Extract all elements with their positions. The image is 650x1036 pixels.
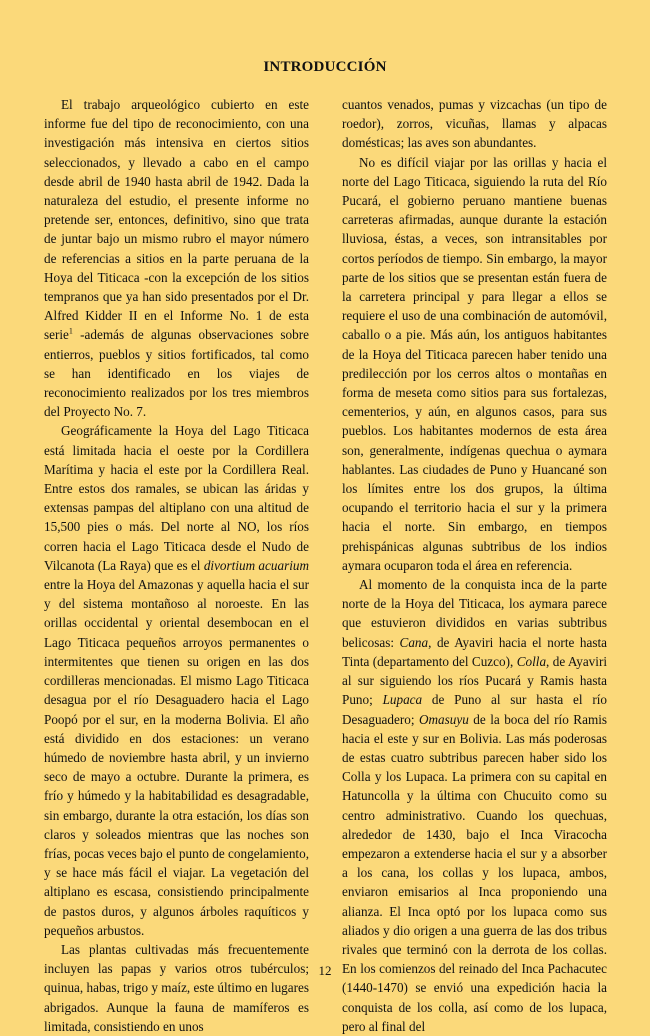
paragraph <box>44 95 309 421</box>
footnote-ref[interactable]: 1 <box>68 327 73 337</box>
text-run: de Puno al sur hasta el río Desaguadero; <box>342 692 607 727</box>
italic-term: divortium acuarium <box>203 557 309 573</box>
italic-term: Cana <box>399 634 429 650</box>
italic-term: Lupaca <box>382 692 423 708</box>
left-column <box>44 95 309 1036</box>
paragraph: Las plantas cultivadas más frecuentemente incluyen las papas y varios otros tubérculos; quinua, habas, trigo y maíz, este último en lugares abrigados. Aunque la fauna de mamíferos es limitada, consistiendo en unos <box>44 941 309 1034</box>
text-run: , de Ayaviri al sur siguiendo los ríos Pucará y Ramis hasta Puno; <box>342 653 607 708</box>
italic-term: Colla <box>516 653 547 669</box>
paragraph: No es difícil viajar por las orillas y hacia el norte del Lago Titicaca, siguiendo la ruta del Río Pucará, el gobierno peruano mantiene buenas carreteras afirmadas, aunque durante la estación lluviosa, éstas, a veces, son intransitables por cortos períodos de tiempo. Sin embargo, la mayor parte de los sitios que se presentan están fuera de la carretera principal y para llegar a ellos se requiere el uso de una combinación de automóvil, caballo o a pie. Más aún, los antiguos habitantes de la Hoya del Titicaca parecen haber tenido una predilección por los cerros altos o montañas en forma de meseta como sitios para sus fortalezas, cementerios, y aún, en algunos casos, para sus pueblos. Los habitantes modernos de esta área son, generalmente, indígenas quechua o aymara hablantes. Las ciudades de Puno y Huancané son los límites entre los dos grupos, la última ocupando el territorio hacia el sur y la primera hacia el norte. Sin embargo, en tiempos prehispánicas algunas subtribus de los indios aymara ocuparon toda el área en referencia. <box>342 154 607 573</box>
text-run: de la boca del río Ramis hacia el este y sur en Bolivia. Las más poderosas de estas cuatro subtribus parecen haber sido los Colla y los Lupaca. La primera con su capital en Hatuncolla y la última con Chucuito como su centro administrativo. Cuando los quechuas, alrededor de 1430, bajo el Inca Viracocha empezaron a extenderse hacia el sur y a absorber a los cana, los collas y los lupaca, ambos, enviaron emisarios al Inca proponiendo una alianza. El Inca optó por los lupaca como sus aliados y dio origen a una guerra de las dos tribus rivales que terminó con la derrota de los collas. En los comienzos del reinado del Inca Pachacutec (1440-1470) se envió una expedición hacia la conquista de los colla, así como de los lupaca, pero al final del <box>342 711 607 1034</box>
text-run: Geográficamente la Hoya del Lago Titicaca está limitada hacia el oeste por la Cordillera Marítima y hacia el este por la Cordillera Real. Entre estos dos ramales, se ubican las áridas y extensas pampas del altiplano con una altitud de 15,500 pies o más. Del norte al NO, los ríos corren hacia el Lago Titicaca desde el Nudo de Vilcanota (La Raya) que es el <box>44 423 309 573</box>
paragraph: cuantos venados, pumas y vizcachas (un tipo de roedor), zorros, vicuñas, llamas y alpacas domésticas; las aves son abundantes. <box>342 97 607 151</box>
text-run: Al momento de la conquista inca de la parte norte de la Hoya del Titicaca, los aymara parece que estuvieron divididos en varias subtribus belicosas: <box>342 577 607 650</box>
page-number: 12 <box>318 963 332 978</box>
paragraph <box>44 421 309 939</box>
right-column <box>342 95 607 1036</box>
text-run: -además de algunas observaciones sobre entierros, pueblos y sitios fortificados, tal como se han identificado en los viajes de reconocimiento realizados por los tres miembros del Proyecto No. 7. <box>44 327 309 420</box>
page-title: INTRODUCCIÓN <box>263 59 387 75</box>
text-run: entre la Hoya del Amazonas y aquella hacia el sur y del sistema montañoso al noroeste. En las orillas occidental y oriental desembocan en el Lago Titicaca pequeños arroyos permanentes o intermitentes que tienen su origen en las dos cordilleras mencionadas. El mismo Lago Titicaca desagua por el río Desaguadero hacia el Lago Poopó por el sur, en la moderna Bolivia. El año está dividido en dos estaciones: un verano húmedo de noviembre hasta abril, y un invierno seco de mayo a octubre. Durante la primera, es frío y húmedo y la habitabilidad es desagradable, sin embargo, durante la otra estación, los días son claros y soleados mientras que las noches son frías, pocas veces bajo el punto de congelamiento, y se hace más fácil el viajar. La vegetación del altiplano es escasa, consistiendo principalmente de pastos duros, y algunos árboles raquíticos y pequeños arbustos. <box>44 577 309 938</box>
text-run: , de Ayaviri hacia el norte hasta Tinta (departamento del Cuzco), <box>342 634 607 669</box>
italic-term: Omasuyu <box>418 711 469 727</box>
text-run: El trabajo arqueológico cubierto en este informe fue del tipo de reconocimiento, con una investigación más intensiva en ciertos sitios seleccionados, y llevado a cabo en el campo desde abril de 1940 hasta abril de 1942. Dada la naturaleza del estudio, el presente informe no pretende ser, entonces, definitivo, sino que trata de juntar bajo un mismo rubro el mayor número de referencias a sitios en la parte peruana de la Hoya del Titicaca -con la excepción de los sitios tempranos que ya han sido presentados por el Dr. Alfred Kidder II en el Informe No. 1 de esta serie <box>44 97 309 343</box>
